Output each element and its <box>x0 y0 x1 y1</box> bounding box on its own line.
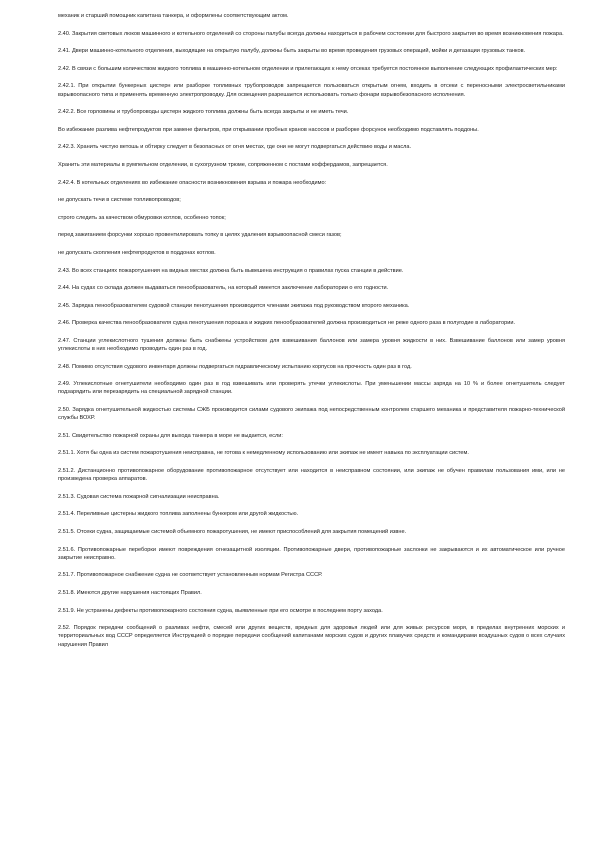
paragraph: 2.51.4. Переливные цистерны жидкого топлива заполнены бункером или другой жидкостью. <box>58 511 299 518</box>
paragraph: 2.46. Проверка качества пенообразователя судна пенотушения порошка и жидких пенообразователей должна производиться не реже одного раза в полугодие в лаборатории. <box>58 320 516 327</box>
list-item: не допускать течи в системе топливопроводов; <box>58 197 181 204</box>
paragraph: 2.45. Зарядка пенообразователем судовой станции пенотушения производится членами экипажа под руководством второго механика. <box>58 302 410 309</box>
paragraph: 2.43. Во всех станциях пожаротушения на видных местах должна быть вывешена инструкция о правилах пуска станции в действие. <box>58 267 404 274</box>
paragraph: 2.51.5. Отсеки судна, защищаемые системой объемного пожаротушения, не имеют приспособлений для закрытия помещений извне. <box>58 529 407 536</box>
paragraph: механик и старший помощник капитана танкера, и оформлены соответствующим актом. <box>58 13 289 19</box>
paragraph: 2.42.3. Хранить чистую ветошь и обтирку следует в безопасных от огня местах, где они не могут подвергаться действию воды и масла. <box>58 144 412 151</box>
list-item: перед зажиганием форсунки хорошо провентилировать топку в целях удаления взрывоопасной смеси газов; <box>58 232 342 239</box>
paragraph: 2.48. Помимо отсутствия судового инвентаря должны подвергаться гидравлическому испытанию корпусов на прочность один раз в год. <box>58 363 412 370</box>
list-item: строго следить за качеством обмуровки котлов, особенно топок; <box>58 214 226 221</box>
paragraph: 2.42.2. Все горловины и трубопроводы цистерн жидкого топлива должны быть всегда закрыты и не иметь течи. <box>58 109 349 116</box>
paragraph: 2.51.9. Не устранены дефекты противопожарного состояния судна, выявленные при его осмотре в последнем порту захода. <box>58 607 383 614</box>
paragraph: 2.49. Углекислотные огнетушители необходимо один раз в год взвешивать или проверять утечки углекислоты. При уменьшении массы заряда на 10 % и более огнетушитель следует подзарядить или перезарядить на специальной зарядной станции. <box>58 381 565 396</box>
list-item: не допускать скопления нефтепродуктов в поддонах котлов. <box>58 249 216 256</box>
paragraph: 2.42.1. При открытии бункерных цистерн или разборке топливных трубопроводов запрещается пользоваться открытым огнем, входить в отсеки с переносными электросветильниками взрывоопасного типа и применять временную электропроводку. Для освещения разрешается использовать только фонари взрывобезопасного исполнения. <box>58 83 565 98</box>
paragraph: 2.47. Станции углекислотного тушения должны быть снабжены устройством для взвешивания баллонов или замера уровня жидкости в них. Взвешивание баллонов или замер уровня углекислоты в них необходимо проводить один раз в год. <box>58 337 565 353</box>
paragraph: 2.42.4. В котельных отделениях во избежание опасности возникновения взрыва и пожара необходимо: <box>58 179 327 186</box>
paragraph: 2.51.2. Дистанционно противопожарное оборудование противопожарное отсутствует или находится в неисправном состоянии, или экипаж не обучен правилам пользования ими, или не произведена проверка аппаратов. <box>58 468 565 483</box>
paragraph: 2.51.3. Судовая система пожарной сигнализации неисправна. <box>58 493 220 500</box>
paragraph: 2.51.7. Противопожарное снабжение судна не соответствует установленным нормам Регистра СССР. <box>58 572 323 579</box>
paragraph: 2.51.1. Хотя бы одна из систем пожаротушения неисправна, не готова к немедленному использованию или экипаж не имеет навыка по эксплуатации систем. <box>58 450 469 457</box>
paragraph: 2.51.6. Противопожарные переборки имеют повреждения огнезащитной изоляции. Противопожарные двери, противопожарные заслонки не закрываются и их автоматическое или ручное закрытие неисправно. <box>58 546 565 561</box>
paragraph: 2.51. Свидетельство пожарной охраны для выхода танкера в море не выдается, если: <box>58 432 283 439</box>
paragraph: Во избежание разлива нефтепродуктов при замене фильтров, при открывании пробных кранов насосов и разборке форсунок необходимо подставлять поддоны. <box>58 126 479 133</box>
paragraph: 2.52. Порядок передачи сообщений о разливах нефти, смесей или других веществ, вредных для здоровья людей или для живых ресурсов моря, в пределах внутренних морских и территориальных вод СССР определяется Инструкцией о порядке передачи сообщений капитанами морских судов и других плавучих средств и командирами воздушных судов о всех случаях нарушения Правил <box>58 625 565 648</box>
paragraph: 2.44. На судах со склада должен выдаваться пенообразователь, на который имеется заключение лаборатории о его годности. <box>58 285 389 292</box>
paragraph: 2.50. Зарядка огнетушительной жидкостью системы СЖБ производится силами судового экипажа под непосредственным контролем старшего механика и представителя пожарно-технической службы ВОХР. <box>58 407 565 422</box>
paragraph: Хранить эти материалы в румпельном отделении, в сухогрузном трюме, сопряженном с постами коффердамов, запрещается. <box>58 161 388 168</box>
paragraph: 2.40. Закрытия световых люков машинного и котельного отделений со стороны палубы всегда должны находиться в рабочем состоянии для быстрого закрытия во время возникновения пожара. <box>58 30 564 37</box>
paragraph: 2.42. В связи с большим количеством жидкого топлива в машинно-котельном отделении и прилегающих к нему отсеках требуется постоянное выполнение следующих профилактических мер: <box>58 65 558 72</box>
paragraph: 2.51.8. Имеются другие нарушения настоящих Правил. <box>58 590 202 597</box>
paragraph: 2.41. Двери машинно-котельного отделения, выходящие на открытую палубу, должны быть закрыты во время проведения грузовых операций, мойки и дегазации грузовых танков. <box>58 48 526 55</box>
